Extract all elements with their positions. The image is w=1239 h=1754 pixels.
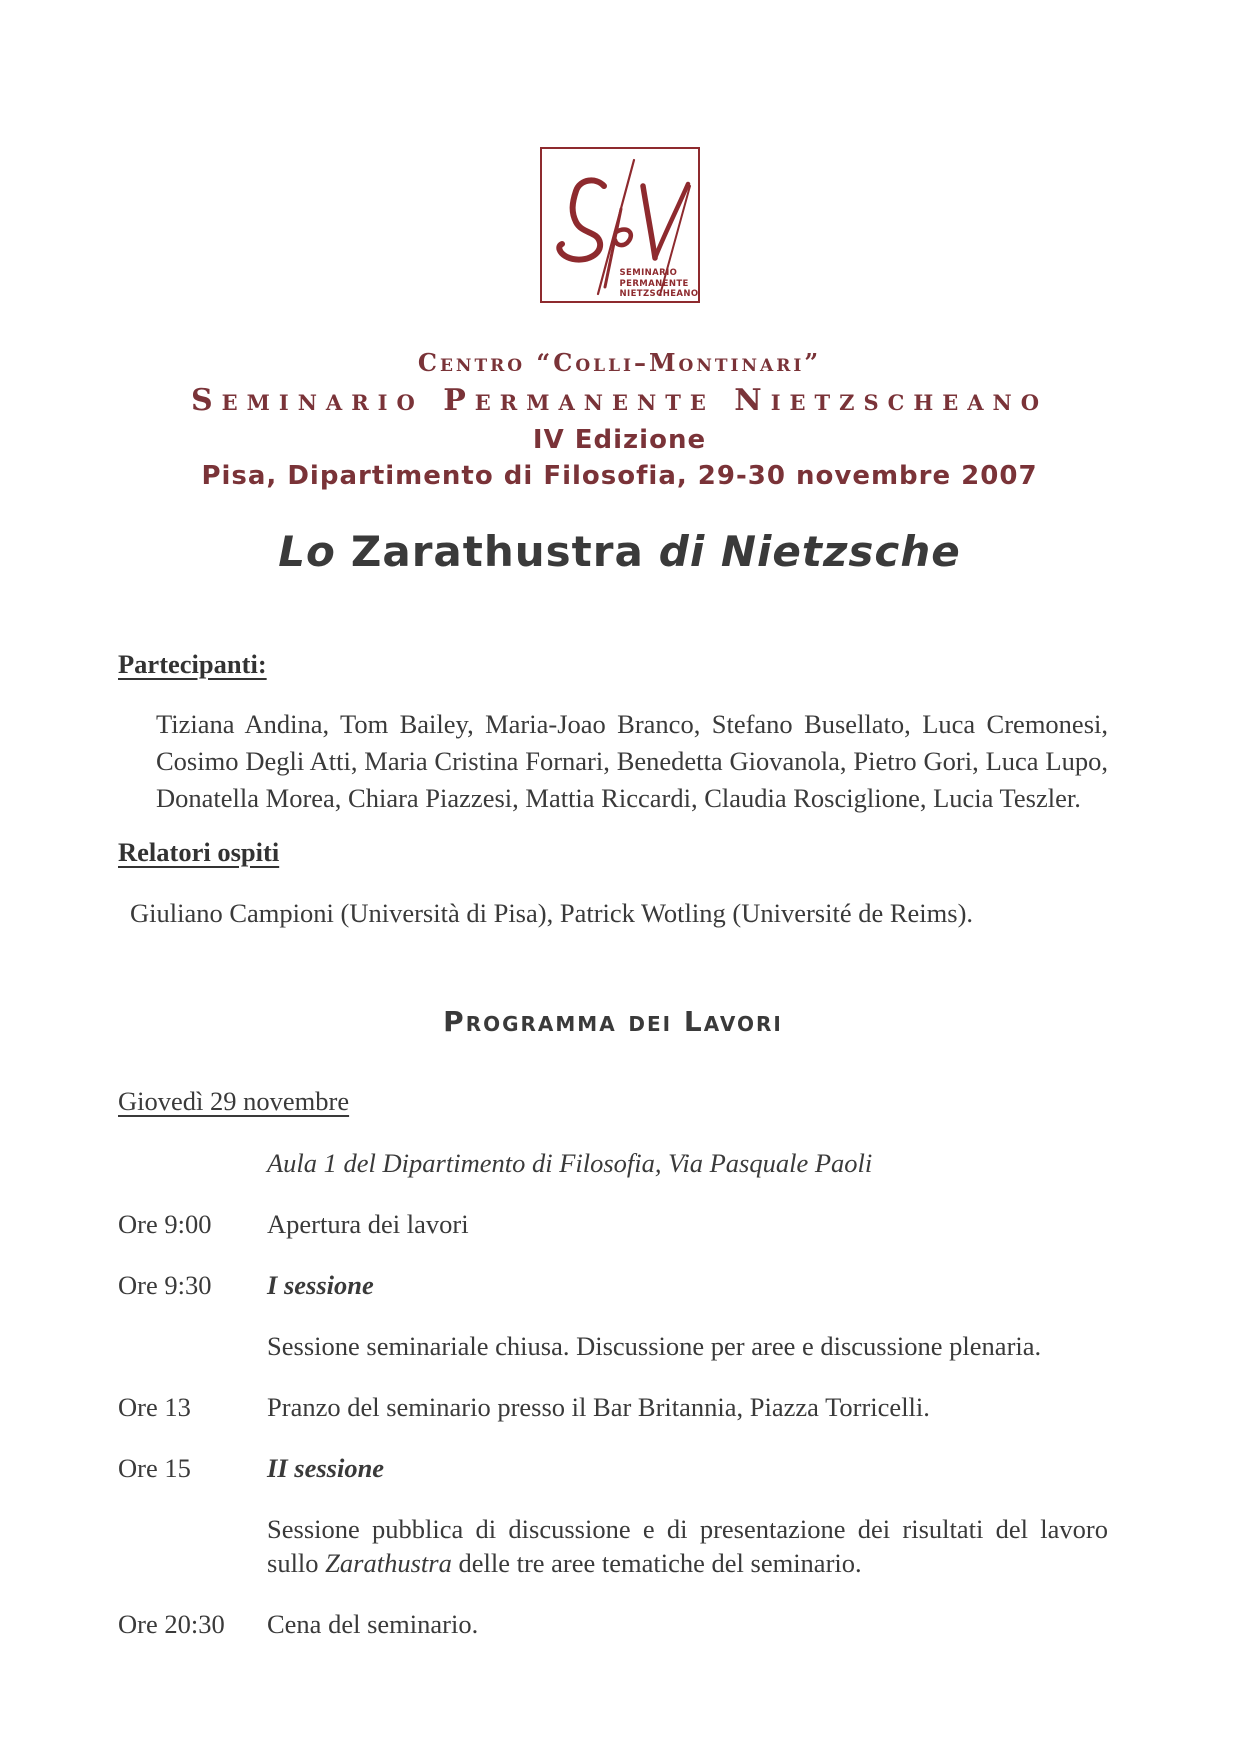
schedule-time: Ore 9:00 <box>118 1209 212 1239</box>
logo-caption-line: PERMANENTE <box>619 278 689 289</box>
participants-names: Tiziana Andina, Tom Bailey, Maria-Joao Branco, Stefano Busellato, Luca Cremonesi, Cosimo Degli Atti, Maria Cristina Fornari, Benedetta Giovanola, Pietro Gori, Luca Lupo, Donatella Morea, Chiara Piazzesi, Mattia Riccardi, Claudia Rosciglione, Lucia Teszler. <box>156 709 1108 813</box>
logo-caption <box>620 268 699 300</box>
schedule-description: Pranzo del seminario presso il Bar Britannia, Piazza Torricelli. <box>267 1392 930 1422</box>
schedule-time: Ore 20:30 <box>118 1609 225 1639</box>
schedule-time: Ore 15 <box>118 1453 191 1483</box>
logo-caption-line: SEMINARIO <box>619 268 678 278</box>
description-text: delle tre aree tematiche del seminario. <box>451 1548 862 1578</box>
schedule-row <box>118 1329 1108 1363</box>
program-day: Giovedì 29 novembre <box>118 1086 350 1116</box>
schedule-row <box>118 1390 1108 1424</box>
logo-caption-line: NIETZSCHEANO <box>619 289 699 299</box>
schedule-time <box>118 1329 267 1363</box>
schedule-description-session: I sessione <box>267 1270 374 1300</box>
program-heading: Programma dei Lavori <box>443 1005 783 1038</box>
schedule-row <box>118 1607 1108 1641</box>
description-zarathustra-italic: Zarathustra <box>325 1548 452 1578</box>
header-edizione: IV Edizione <box>532 425 707 455</box>
program-venue: Aula 1 del Dipartimento di Filosofia, Via Pasquale Paoli <box>267 1148 873 1178</box>
description-text: Sessione pubblica di discussione e di presentazione dei risultati del lavoro sullo <box>267 1514 1108 1578</box>
speakers-heading: Relatori ospiti <box>118 837 280 867</box>
schedule-description <box>267 1512 1108 1580</box>
header-seminario: Seminario Permanente Nietzscheano <box>191 383 1048 418</box>
schedule-description: Cena del seminario. <box>267 1609 479 1639</box>
schedule-row <box>118 1451 1108 1485</box>
schedule-time: Ore 9:30 <box>118 1270 212 1300</box>
title-di-nietzsche: di Nietzsche <box>658 527 961 576</box>
schedule-description-session: II sessione <box>267 1453 385 1483</box>
title-lo: Lo <box>278 527 336 576</box>
header-location-date: Pisa, Dipartimento di Filosofia, 29-30 novembre 2007 <box>201 461 1038 491</box>
schedule-row <box>118 1207 1108 1241</box>
schedule-time: Ore 13 <box>118 1392 191 1422</box>
schedule-row <box>118 1268 1108 1302</box>
schedule-description: Apertura dei lavori <box>267 1209 469 1239</box>
schedule-description: Sessione seminariale chiusa. Discussione per aree e discussione plenaria. <box>267 1331 1042 1361</box>
title-zarathustra: Zarathustra <box>350 527 644 576</box>
document-body <box>0 647 1239 1641</box>
header-block <box>0 347 1239 493</box>
document-title <box>0 525 1239 579</box>
spn-logo <box>540 147 700 303</box>
header-centro: Centro “Colli–Montinari” <box>417 348 822 377</box>
schedule-time <box>118 1512 267 1580</box>
speakers-text: Giuliano Campioni (Università di Pisa), Patrick Wotling (Université de Reims). <box>130 898 974 928</box>
schedule-row <box>118 1512 1108 1580</box>
logo-container <box>0 0 1239 303</box>
participants-heading: Partecipanti: <box>118 649 267 679</box>
